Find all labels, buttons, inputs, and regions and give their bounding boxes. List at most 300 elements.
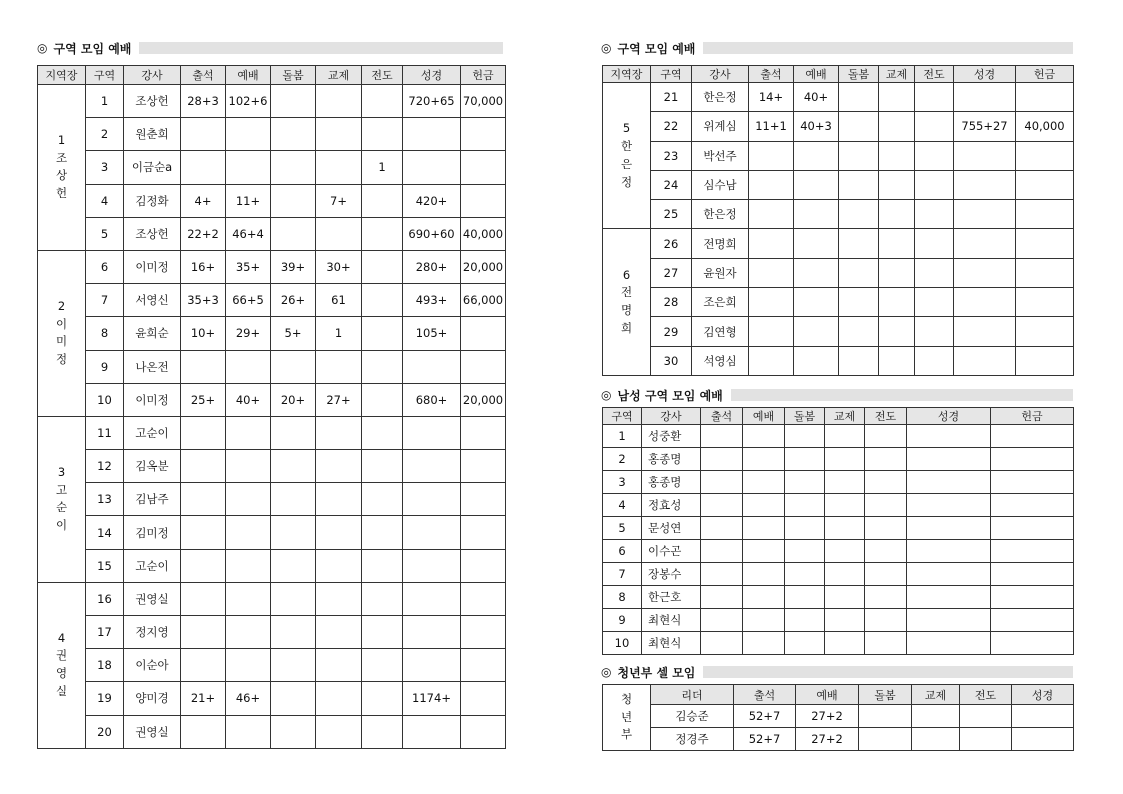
cell-bible: 105+ <box>403 317 461 350</box>
cell-fel <box>316 649 362 682</box>
column-header: 예배 <box>226 66 271 85</box>
column-header: 전도 <box>362 66 403 85</box>
leader-cell <box>38 416 86 582</box>
cell-fel <box>316 118 362 151</box>
empty-cell <box>825 632 865 655</box>
empty-cell <box>907 448 991 471</box>
empty-cell <box>991 609 1074 632</box>
cell-att <box>749 141 794 170</box>
leader-char: 명 <box>620 303 633 318</box>
cell-number: 25 <box>651 200 692 229</box>
cell-teacher: 한은정 <box>692 83 749 112</box>
column-header: 헌금 <box>1016 66 1074 83</box>
column-header: 구역 <box>86 66 124 85</box>
cell-wor: 46+ <box>226 682 271 715</box>
cell-teacher: 원춘희 <box>124 118 181 151</box>
cell-off: 70,000 <box>461 85 506 118</box>
leader-cell <box>603 229 651 375</box>
cell-bible: 755+27 <box>954 112 1016 141</box>
cell-teacher: 김미정 <box>124 516 181 549</box>
leader-char: 부 <box>620 727 633 742</box>
cell-number: 6 <box>86 250 124 283</box>
cell-fel <box>879 170 915 199</box>
cell-care: 20+ <box>271 383 316 416</box>
leader-char: 조 <box>55 150 68 165</box>
empty-cell <box>785 563 825 586</box>
cell-fel: 7+ <box>316 184 362 217</box>
cell-wor <box>794 258 839 287</box>
cell-att: 22+2 <box>181 217 226 250</box>
cell-wor <box>226 549 271 582</box>
leader-char: 한 <box>620 138 633 153</box>
cell-leader: 정경주 <box>651 728 734 751</box>
cell-number: 21 <box>651 83 692 112</box>
table-row <box>38 118 506 151</box>
cell-wor <box>226 715 271 748</box>
column-header: 강사 <box>642 408 701 425</box>
cell-evan <box>362 184 403 217</box>
cell-care <box>271 151 316 184</box>
cell-number: 4 <box>86 184 124 217</box>
cell-evan <box>915 112 954 141</box>
cell-fel <box>316 450 362 483</box>
leader-char: 실 <box>55 684 68 699</box>
table-row <box>38 317 506 350</box>
cell-att: 14+ <box>749 83 794 112</box>
bullet-icon: ◎ <box>37 41 48 55</box>
cell-care <box>839 288 879 317</box>
cell-evan <box>960 705 1012 728</box>
table-row <box>603 632 1074 655</box>
cell-number: 24 <box>651 170 692 199</box>
cell-fel <box>316 715 362 748</box>
empty-cell <box>991 494 1074 517</box>
cell-teacher: 홍종명 <box>642 471 701 494</box>
cell-number: 18 <box>86 649 124 682</box>
cell-care <box>271 582 316 615</box>
column-header: 전도 <box>865 408 907 425</box>
cell-teacher: 장봉수 <box>642 563 701 586</box>
cell-fel <box>316 516 362 549</box>
column-header: 성경 <box>1012 685 1074 705</box>
empty-cell <box>825 563 865 586</box>
cell-wor: 27+2 <box>796 728 859 751</box>
empty-cell <box>701 517 743 540</box>
empty-cell <box>825 425 865 448</box>
cell-off <box>461 184 506 217</box>
cell-off <box>1016 258 1074 287</box>
cell-teacher: 권영실 <box>124 715 181 748</box>
cell-fel <box>912 728 960 751</box>
empty-cell <box>865 471 907 494</box>
cell-att <box>749 317 794 346</box>
cell-number: 16 <box>86 582 124 615</box>
cell-care <box>859 705 912 728</box>
cell-care: 26+ <box>271 284 316 317</box>
column-header: 돌봄 <box>859 685 912 705</box>
cell-number: 23 <box>651 141 692 170</box>
cell-att <box>749 200 794 229</box>
empty-cell <box>785 494 825 517</box>
table-row <box>38 184 506 217</box>
men-section-title: ◎ 남성 구역 모임 예배 <box>601 387 1073 403</box>
leader-char: 3 <box>57 464 66 479</box>
cell-number: 5 <box>603 517 642 540</box>
title-bar <box>703 42 1073 54</box>
empty-cell <box>743 448 785 471</box>
youth-section-title: ◎ 청년부 셀 모임 <box>601 664 1073 680</box>
cell-care <box>839 346 879 375</box>
table-row <box>603 705 1074 728</box>
title-bar <box>731 389 1073 401</box>
cell-care <box>271 549 316 582</box>
cell-care <box>839 200 879 229</box>
empty-cell <box>907 517 991 540</box>
leader-cell <box>603 685 651 751</box>
table-row <box>603 346 1074 375</box>
left-cell-table <box>37 65 506 749</box>
header-row <box>603 408 1074 425</box>
empty-cell <box>907 632 991 655</box>
cell-number: 12 <box>86 450 124 483</box>
cell-off <box>461 715 506 748</box>
cell-evan <box>362 317 403 350</box>
column-header: 돌봄 <box>839 66 879 83</box>
cell-att <box>181 582 226 615</box>
cell-off <box>1016 346 1074 375</box>
cell-number: 10 <box>86 383 124 416</box>
cell-fel <box>879 141 915 170</box>
cell-wor: 40+ <box>226 383 271 416</box>
cell-fel: 61 <box>316 284 362 317</box>
cell-bible <box>403 582 461 615</box>
cell-evan: 1 <box>362 151 403 184</box>
cell-leader: 김승준 <box>651 705 734 728</box>
cell-wor: 40+3 <box>794 112 839 141</box>
cell-number: 3 <box>86 151 124 184</box>
column-header: 지역장 <box>603 66 651 83</box>
cell-number: 17 <box>86 616 124 649</box>
cell-evan <box>915 317 954 346</box>
cell-number: 3 <box>603 471 642 494</box>
cell-fel <box>879 258 915 287</box>
cell-wor <box>226 450 271 483</box>
cell-att <box>749 229 794 258</box>
cell-off <box>461 450 506 483</box>
leader-cell <box>603 83 651 229</box>
cell-evan <box>362 715 403 748</box>
cell-evan <box>915 229 954 258</box>
cell-wor <box>226 416 271 449</box>
cell-att <box>181 450 226 483</box>
leader-char: 정 <box>55 352 68 367</box>
empty-cell <box>825 517 865 540</box>
cell-fel <box>879 200 915 229</box>
cell-wor: 46+4 <box>226 217 271 250</box>
leader-char: 년 <box>620 709 633 724</box>
cell-fel <box>879 229 915 258</box>
cell-fel <box>316 682 362 715</box>
table-row <box>603 288 1074 317</box>
cell-wor <box>226 151 271 184</box>
empty-cell <box>907 425 991 448</box>
cell-off <box>461 317 506 350</box>
empty-cell <box>743 517 785 540</box>
table-row <box>38 549 506 582</box>
table-row <box>603 83 1074 112</box>
cell-number: 5 <box>86 217 124 250</box>
cell-off <box>461 350 506 383</box>
leader-char: 정 <box>620 174 633 189</box>
cell-off <box>1016 288 1074 317</box>
column-header: 출석 <box>701 408 743 425</box>
cell-bible <box>403 483 461 516</box>
column-header: 헌금 <box>461 66 506 85</box>
empty-cell <box>785 425 825 448</box>
column-header: 교제 <box>316 66 362 85</box>
cell-teacher: 위계심 <box>692 112 749 141</box>
empty-cell <box>701 471 743 494</box>
cell-wor <box>794 229 839 258</box>
cell-off <box>461 151 506 184</box>
cell-wor: 29+ <box>226 317 271 350</box>
leader-char: 순 <box>55 500 68 515</box>
cell-wor <box>226 350 271 383</box>
cell-number: 10 <box>603 632 642 655</box>
cell-off <box>1016 141 1074 170</box>
leader-char: 4 <box>57 630 66 645</box>
cell-evan <box>362 682 403 715</box>
bullet-icon: ◎ <box>601 665 612 679</box>
cell-bible <box>403 649 461 682</box>
empty-cell <box>825 586 865 609</box>
table-row <box>603 141 1074 170</box>
table-row <box>38 483 506 516</box>
table-row <box>38 616 506 649</box>
empty-cell <box>825 609 865 632</box>
cell-evan <box>960 728 1012 751</box>
cell-care <box>859 728 912 751</box>
cell-teacher: 이금순a <box>124 151 181 184</box>
cell-teacher: 조상헌 <box>124 217 181 250</box>
cell-evan <box>362 516 403 549</box>
column-header: 성경 <box>954 66 1016 83</box>
youth-cell-table <box>602 684 1074 751</box>
column-header: 성경 <box>403 66 461 85</box>
cell-off: 40,000 <box>461 217 506 250</box>
empty-cell <box>785 586 825 609</box>
cell-att <box>181 350 226 383</box>
table-row <box>603 609 1074 632</box>
cell-care <box>271 184 316 217</box>
cell-teacher: 양미경 <box>124 682 181 715</box>
cell-care <box>839 170 879 199</box>
table-row <box>603 448 1074 471</box>
cell-evan <box>915 170 954 199</box>
empty-cell <box>701 586 743 609</box>
cell-number: 8 <box>86 317 124 350</box>
table-row <box>603 494 1074 517</box>
cell-bible: 720+65 <box>403 85 461 118</box>
cell-off: 40,000 <box>1016 112 1074 141</box>
cell-wor <box>226 582 271 615</box>
leader-char: 은 <box>620 156 633 171</box>
cell-wor: 11+ <box>226 184 271 217</box>
column-header: 돌봄 <box>271 66 316 85</box>
cell-number: 2 <box>86 118 124 151</box>
cell-bible <box>403 549 461 582</box>
empty-cell <box>907 494 991 517</box>
leader-char: 청 <box>620 691 633 706</box>
column-header: 출석 <box>734 685 796 705</box>
cell-off: 66,000 <box>461 284 506 317</box>
column-header: 지역장 <box>38 66 86 85</box>
table-row <box>603 728 1074 751</box>
cell-teacher: 이수곤 <box>642 540 701 563</box>
table-row <box>603 586 1074 609</box>
empty-cell <box>785 540 825 563</box>
empty-cell <box>907 540 991 563</box>
cell-teacher: 김정화 <box>124 184 181 217</box>
column-header: 교제 <box>825 408 865 425</box>
table-row <box>38 416 506 449</box>
cell-bible <box>954 258 1016 287</box>
cell-teacher: 문성연 <box>642 517 701 540</box>
cell-teacher: 이순아 <box>124 649 181 682</box>
empty-cell <box>743 632 785 655</box>
cell-wor <box>226 616 271 649</box>
cell-care <box>271 682 316 715</box>
empty-cell <box>743 540 785 563</box>
left-section-title: ◎ 구역 모임 예배 <box>37 40 503 56</box>
empty-cell <box>907 609 991 632</box>
cell-att <box>181 616 226 649</box>
column-header: 헌금 <box>991 408 1074 425</box>
cell-att: 10+ <box>181 317 226 350</box>
cell-fel <box>316 549 362 582</box>
table-row <box>603 258 1074 287</box>
cell-fel <box>879 346 915 375</box>
empty-cell <box>743 471 785 494</box>
cell-att <box>181 416 226 449</box>
cell-fel <box>879 288 915 317</box>
cell-bible <box>954 83 1016 112</box>
cell-att <box>181 483 226 516</box>
leader-char: 6 <box>622 267 631 282</box>
column-header: 구역 <box>603 408 642 425</box>
table-row <box>38 450 506 483</box>
cell-teacher: 이미정 <box>124 383 181 416</box>
cell-bible <box>403 516 461 549</box>
bullet-icon: ◎ <box>601 41 612 55</box>
leader-char: 5 <box>622 121 631 136</box>
table-row <box>38 383 506 416</box>
cell-evan <box>362 549 403 582</box>
leader-char: 권 <box>55 648 68 663</box>
cell-wor <box>226 118 271 151</box>
empty-cell <box>785 448 825 471</box>
cell-number: 28 <box>651 288 692 317</box>
cell-care <box>271 516 316 549</box>
cell-fel <box>879 317 915 346</box>
cell-bible: 1174+ <box>403 682 461 715</box>
cell-care <box>839 83 879 112</box>
header-row <box>38 66 506 85</box>
cell-teacher: 최현식 <box>642 632 701 655</box>
cell-fel <box>316 350 362 383</box>
table-row <box>38 516 506 549</box>
column-header: 강사 <box>124 66 181 85</box>
cell-evan <box>362 250 403 283</box>
cell-wor <box>794 288 839 317</box>
cell-att: 28+3 <box>181 85 226 118</box>
cell-care <box>271 483 316 516</box>
column-header: 교제 <box>912 685 960 705</box>
table-row <box>603 517 1074 540</box>
column-header: 돌봄 <box>785 408 825 425</box>
empty-cell <box>701 632 743 655</box>
table-row <box>38 682 506 715</box>
cell-att: 25+ <box>181 383 226 416</box>
column-header: 예배 <box>796 685 859 705</box>
cell-teacher: 윤희순 <box>124 317 181 350</box>
cell-teacher: 김옥분 <box>124 450 181 483</box>
empty-cell <box>701 494 743 517</box>
cell-teacher: 박선주 <box>692 141 749 170</box>
cell-care <box>271 85 316 118</box>
empty-cell <box>991 586 1074 609</box>
cell-bible <box>954 200 1016 229</box>
empty-cell <box>865 609 907 632</box>
cell-bible <box>954 317 1016 346</box>
cell-evan <box>362 217 403 250</box>
empty-cell <box>701 563 743 586</box>
empty-cell <box>991 448 1074 471</box>
cell-fel <box>316 416 362 449</box>
cell-wor <box>794 200 839 229</box>
column-header: 출석 <box>749 66 794 83</box>
cell-teacher: 서영신 <box>124 284 181 317</box>
cell-att <box>749 170 794 199</box>
table-row <box>603 170 1074 199</box>
cell-off <box>461 516 506 549</box>
cell-att: 52+7 <box>734 705 796 728</box>
empty-cell <box>785 471 825 494</box>
cell-care <box>271 715 316 748</box>
cell-fel <box>316 151 362 184</box>
cell-care <box>271 118 316 151</box>
table-row <box>38 217 506 250</box>
empty-cell <box>991 563 1074 586</box>
empty-cell <box>907 586 991 609</box>
cell-off <box>1016 229 1074 258</box>
header-row <box>603 685 1074 705</box>
table-row <box>603 229 1074 258</box>
cell-att: 11+1 <box>749 112 794 141</box>
cell-evan <box>362 85 403 118</box>
empty-cell <box>701 609 743 632</box>
table-row <box>603 200 1074 229</box>
cell-att <box>181 715 226 748</box>
cell-bible <box>403 715 461 748</box>
cell-wor <box>794 346 839 375</box>
cell-care <box>839 141 879 170</box>
cell-care <box>271 649 316 682</box>
empty-cell <box>785 517 825 540</box>
cell-att: 21+ <box>181 682 226 715</box>
table-row <box>603 563 1074 586</box>
column-header: 강사 <box>692 66 749 83</box>
